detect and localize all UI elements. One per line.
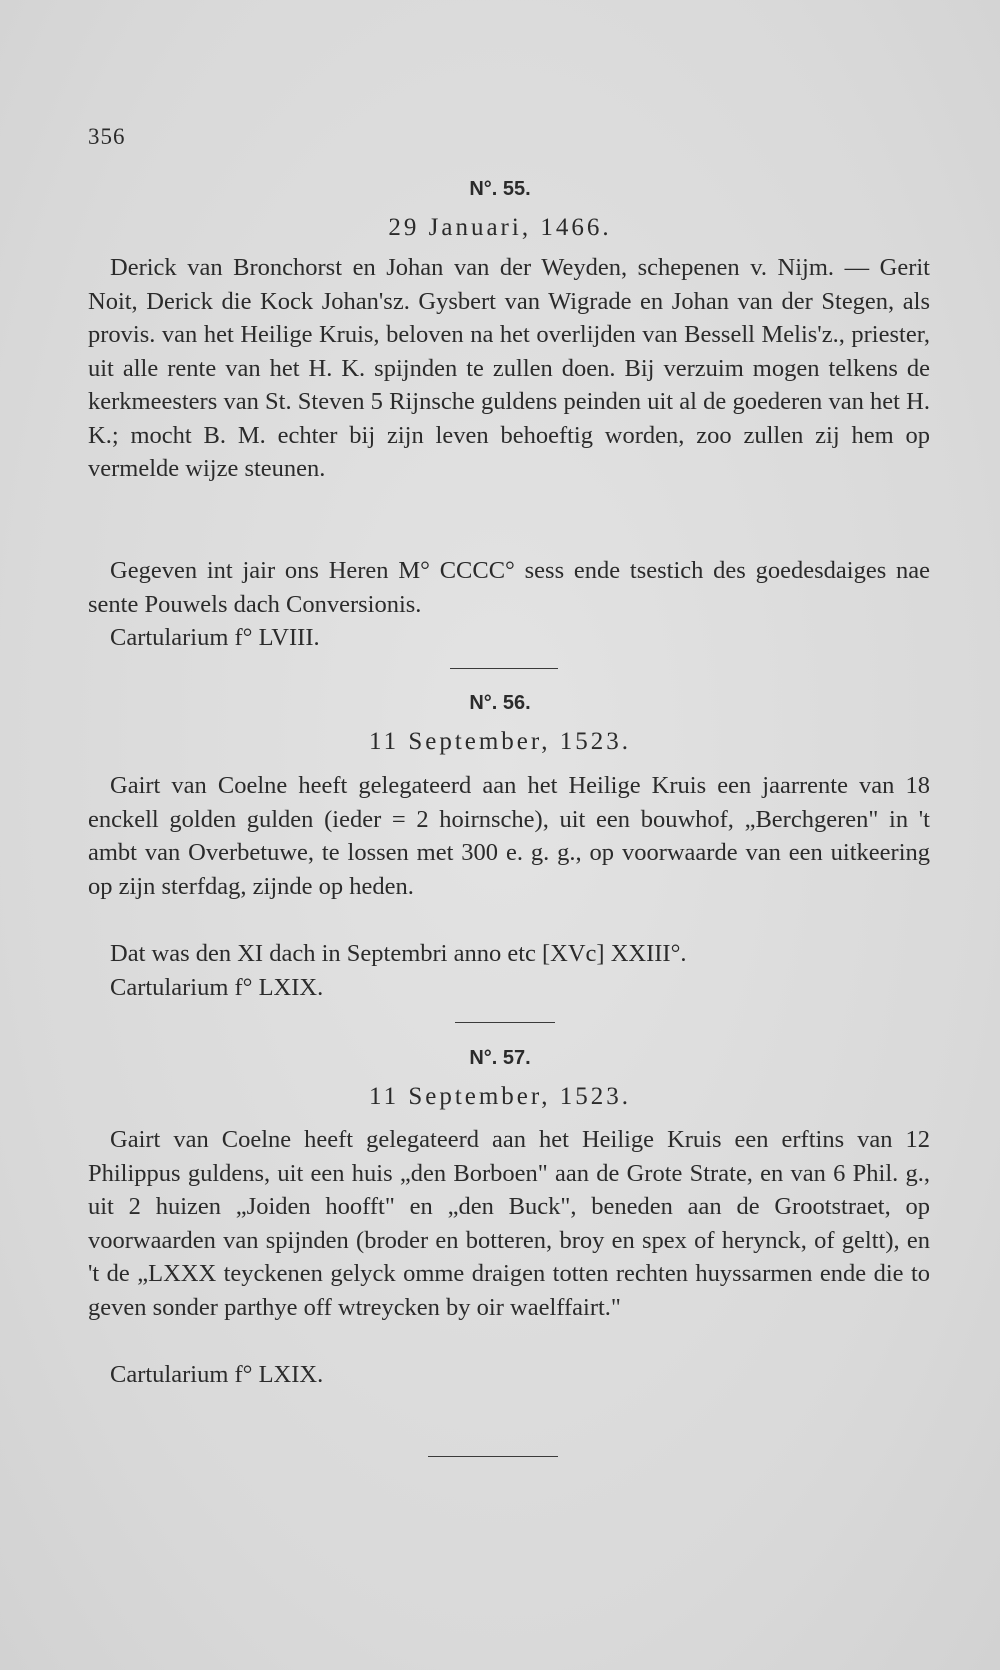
entry-date-56: 11 September, 1523. [369, 728, 631, 755]
entry-source-57: Cartularium f° LXIX. [110, 1361, 324, 1388]
entry-source-55: Cartularium f° LVIII. [110, 624, 320, 651]
entry-source-56: Cartularium f° LXIX. [110, 974, 324, 1001]
entry-given-56: Dat was den XI dach in Septembri anno etc [XVc] XXIII°. [110, 940, 687, 967]
entry-body-55: Derick van Bronchorst en Johan van der Weyden, schepenen v. Nijm. — Gerit Noit, Derick die Kock Johan'sz. Gysbert van Wigrade en Johan van der Stegen, als provis. van het Heilige Kruis, beloven na het overlijden van Bessell Melis'z., priester, uit alle rente van het H. K. spijnden te zullen doen. Bij verzuim mogen telkens de kerkmeesters van St. Steven 5 Rijnsche guldens peinden uit al de goederen van het H. K.; mocht B. M. echter bij zijn leven behoeftig worden, zoo zullen zij hem op vermelde wijze steunen. [88, 254, 930, 482]
entry-body-56: Gairt van Coelne heeft gelegateerd aan het Heilige Kruis een jaarrente van 18 enckell golden gulden (ieder = 2 hoirnsche), uit een bouwhof, „Berchgeren" in 't ambt van Overbetuwe, te lossen met 300 e. g. g., op voorwaarde van een uitkeering op zijn sterfdag, zijnde op heden. [88, 772, 930, 900]
separator-rule [450, 668, 558, 669]
entry-date-57: 11 September, 1523. [369, 1083, 631, 1110]
entry-number-56: N°. 56. [469, 692, 531, 714]
entry-body-57: Gairt van Coelne heeft gelegateerd aan het Heilige Kruis een erftins van 12 Philippus guldens, uit een huis „den Borboen" aan de Grote Strate, en van 6 Phil. g., uit 2 huizen „Joiden hoofft" en „den Buck", beneden aan de Grootstraet, op voorwaarden van spijnden (broder en botteren, broy en spex of herynck, of geltt), en 't de „LXXX teyckenen gelyck omme draigen totten rechten huyssarmen ende die to geven sonder parthye off wtreycken by oir waelffairt." [88, 1126, 930, 1321]
page-number: 356 [88, 124, 126, 149]
end-rule [428, 1456, 558, 1457]
entry-date-55: 29 Januari, 1466. [388, 214, 612, 241]
entry-number-57: N°. 57. [469, 1047, 531, 1069]
separator-rule [455, 1022, 555, 1023]
entry-given-55: Gegeven int jair ons Heren M° CCCC° sess ende tsestich des goedesdaiges nae sente Pouwels dach Conversionis. [88, 557, 930, 618]
entry-number-55: N°. 55. [469, 178, 531, 200]
